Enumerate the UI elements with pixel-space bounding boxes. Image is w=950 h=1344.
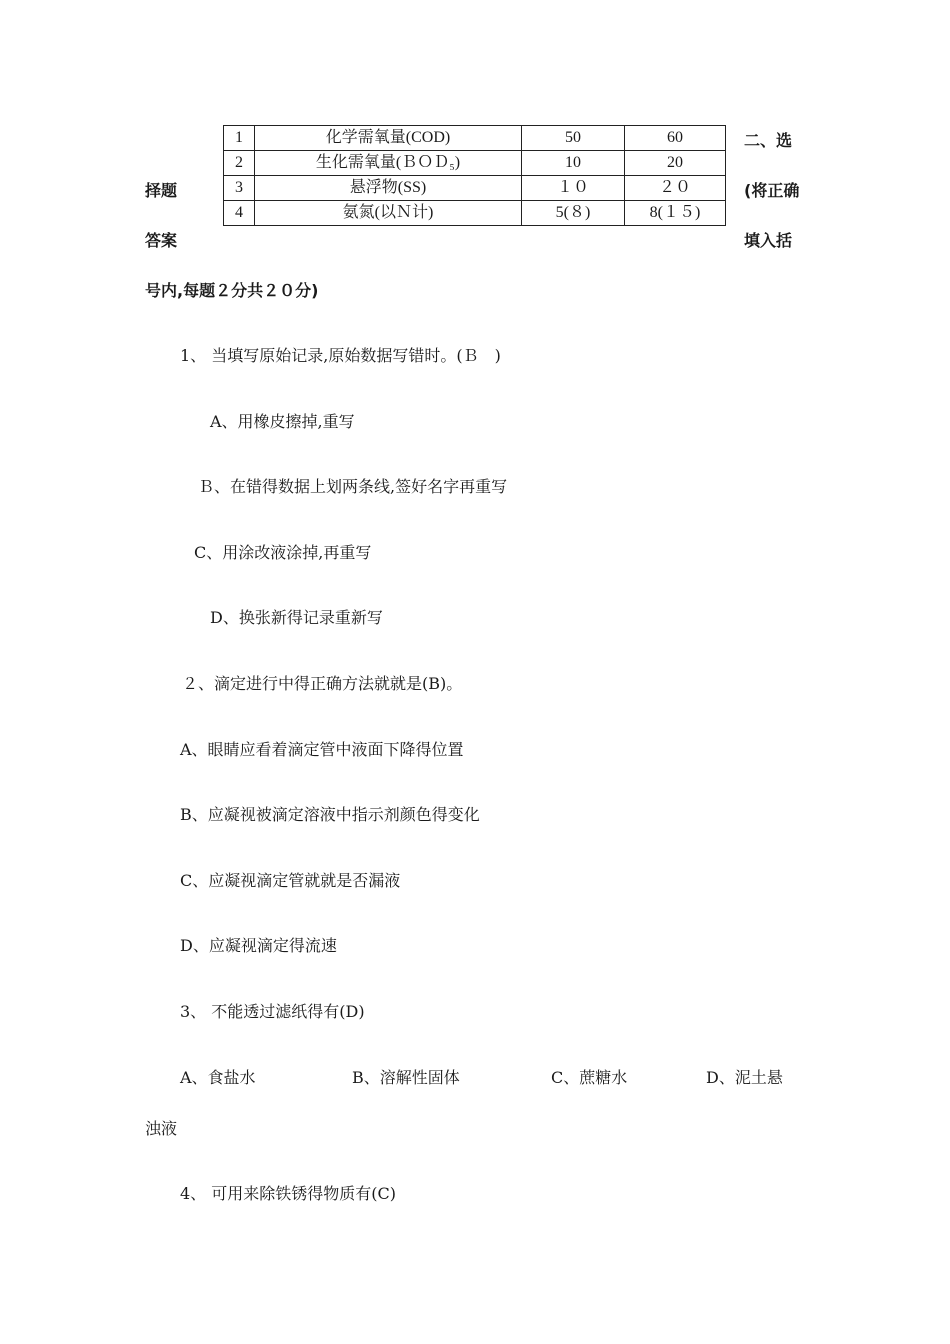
value-1: 5(８) (522, 201, 625, 226)
section-heading-part: 号内,每题２分共２０分) (145, 281, 319, 300)
section-heading-part: 填入括 (744, 231, 793, 250)
pollutant-name: 化学需氧量(COD) (255, 126, 522, 151)
question-3-option-a: A、食盐水 (180, 1068, 256, 1087)
question-1-stem: 1、 当填写原始记录,原始数据写错时。(Ｂ ) (180, 346, 501, 365)
row-number: 3 (224, 176, 255, 201)
value-1: １０ (522, 176, 625, 201)
question-2-option-b: B、应凝视被滴定溶液中指示剂颜色得变化 (180, 805, 480, 824)
value-1: 50 (522, 126, 625, 151)
question-1-option-d: D、换张新得记录重新写 (210, 608, 383, 627)
table-row (224, 176, 726, 201)
question-3-stem: 3、 不能透过滤纸得有(D) (180, 1002, 365, 1021)
question-4-stem: 4、 可用来除铁锈得物质有(C) (180, 1184, 396, 1203)
pollutant-name: 氨氮(以Ｎ计) (255, 201, 522, 226)
row-number: 1 (224, 126, 255, 151)
section-heading-part: 择题 (145, 181, 178, 200)
section-heading-part: (将正确 (744, 181, 800, 200)
section-heading-part: 答案 (145, 231, 178, 250)
section-heading-part: 二、选 (744, 131, 793, 150)
pollutant-name: 生化需氧量(ＢＯＤ₅) (255, 151, 522, 176)
value-2: 20 (625, 151, 726, 176)
row-number: 2 (224, 151, 255, 176)
question-1-option-c: C、用涂改液涂掉,再重写 (194, 543, 372, 562)
value-2: 60 (625, 126, 726, 151)
table-row (224, 151, 726, 176)
row-number: 4 (224, 201, 255, 226)
question-2-stem: ２、滴定进行中得正确方法就就是(B)。 (182, 674, 463, 693)
question-1-option-b: Ｂ、在错得数据上划两条线,签好名字再重写 (198, 477, 508, 496)
question-2-option-d: D、应凝视滴定得流速 (180, 936, 337, 955)
question-2-option-a: A、眼睛应看着滴定管中液面下降得位置 (180, 740, 464, 759)
pollutant-name: 悬浮物(SS) (255, 176, 522, 201)
question-1-option-a: A、用橡皮擦掉,重写 (210, 412, 355, 431)
pollutant-table (223, 125, 726, 226)
value-2: ２０ (625, 176, 726, 201)
question-3-option-d: D、泥土悬 (706, 1068, 783, 1087)
question-3-option-c: C、蔗糖水 (551, 1068, 628, 1087)
table-row (224, 126, 726, 151)
question-3-option-b: B、溶解性固体 (352, 1068, 460, 1087)
table-row (224, 201, 726, 226)
question-3-option-d-continued: 浊液 (145, 1119, 178, 1138)
value-2: 8(１５) (625, 201, 726, 226)
question-2-option-c: C、应凝视滴定管就就是否漏液 (180, 871, 401, 890)
value-1: 10 (522, 151, 625, 176)
